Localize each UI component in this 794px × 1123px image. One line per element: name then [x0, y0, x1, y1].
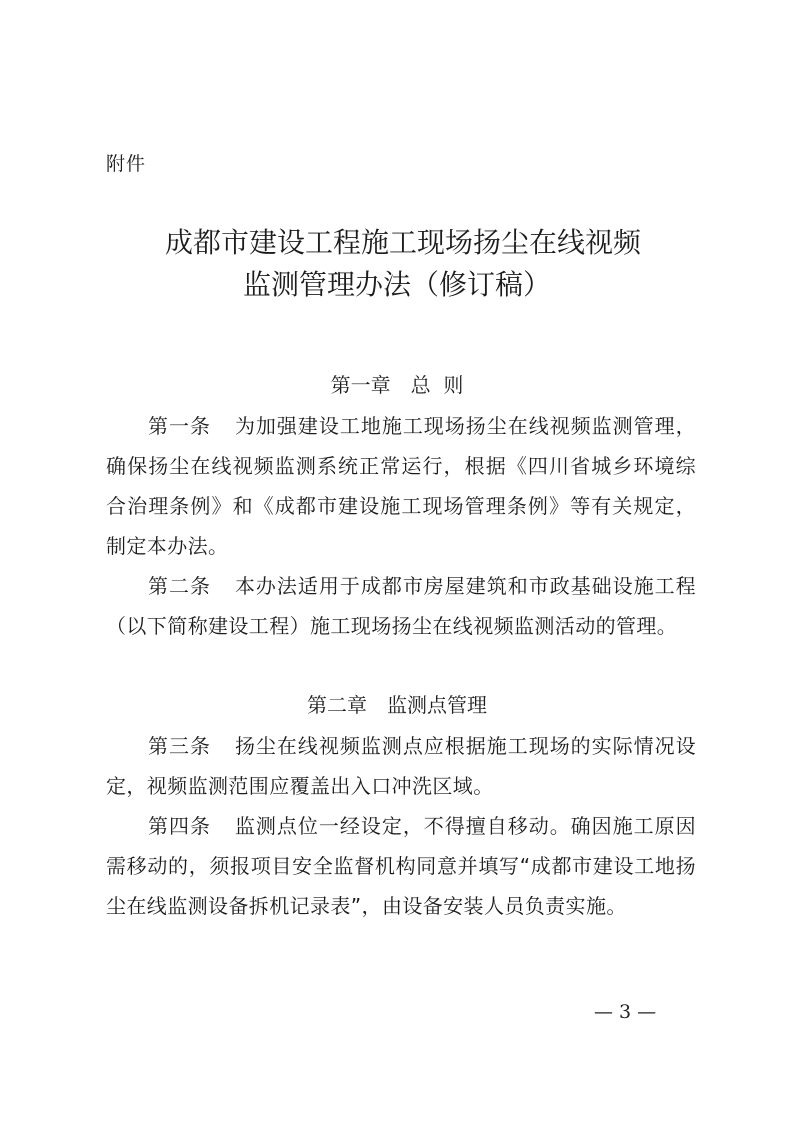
document-title — [0, 222, 794, 306]
article-4-number: 第四条 — [148, 814, 211, 838]
title-line-1: 成都市建设工程施工现场扬尘在线视频 — [164, 226, 641, 259]
article-3-number: 第三条 — [148, 734, 211, 758]
article-2-text: 本办法适用于成都市房屋建筑和市政基础设施工程（以下简称建设工程）施工现场扬尘在线视频监测活动的管理。 — [106, 574, 696, 638]
article-4-text: 监测点位一经设定，不得擅自移动。确因施工原因需移动的，须报项目安全监督机构同意并填写“成都市建设工地扬尘在线监测设备拆机记录表”，由设备安装人员负责实施。 — [106, 814, 696, 918]
article-1-text: 为加强建设工地施工现场扬尘在线视频监测管理，确保扬尘在线视频监测系统正常运行，根据《四川省城乡环境综合治理条例》和《成都市建设施工现场管理条例》等有关规定，制定本办法。 — [106, 414, 696, 558]
article-2 — [106, 566, 696, 646]
article-4 — [106, 806, 696, 926]
article-1-number: 第一条 — [148, 414, 211, 438]
article-3-text: 扬尘在线视频监测点应根据施工现场的实际情况设定，视频监测范围应覆盖出入口冲洗区域。 — [106, 734, 696, 798]
article-1 — [106, 406, 696, 566]
article-2-number: 第二条 — [148, 574, 211, 598]
chapter-heading-1: 第一章 总 则 — [330, 373, 464, 397]
page-number: — 3 — — [594, 1001, 657, 1023]
chapter-2-body — [106, 726, 696, 926]
attachment-label: 附件 — [106, 153, 147, 175]
chapter-1-body — [106, 406, 696, 646]
title-line-2: 监测管理办法（修订稿） — [242, 268, 551, 301]
article-3 — [106, 726, 696, 806]
chapter-heading-2: 第二章 监测点管理 — [307, 693, 487, 717]
